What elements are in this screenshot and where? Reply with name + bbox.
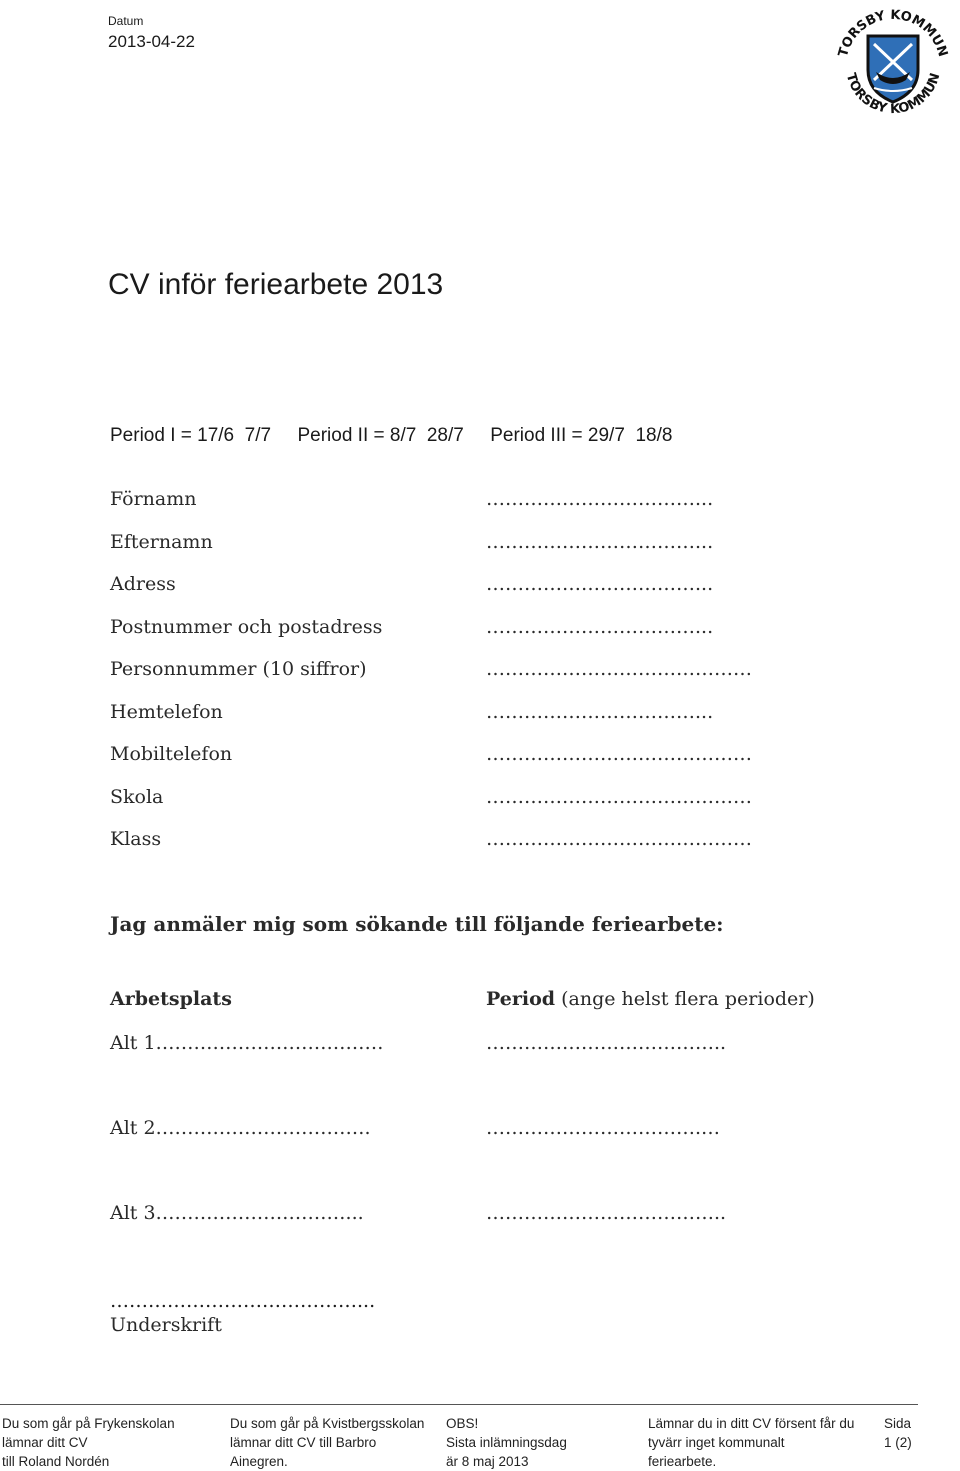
signature-label: Underskrift	[110, 1314, 222, 1336]
footer-text: lämnar ditt CV till Barbro	[230, 1435, 377, 1450]
field-line-efternamn: ……………………………...	[486, 531, 714, 553]
page-number: 1 (2)	[884, 1435, 912, 1450]
field-label-skola: Skola	[110, 786, 164, 808]
footer-col-frykenskolan	[2, 1414, 222, 1471]
footer-text: Ainegren.	[230, 1454, 288, 1469]
date-value: 2013-04-22	[108, 32, 195, 51]
field-line-personnummer: ……………………………………	[486, 658, 752, 680]
col-head-period	[486, 988, 815, 1010]
col-head-workplace: Arbetsplats	[110, 988, 232, 1010]
col-head-period-note: (ange helst flera perioder)	[561, 988, 815, 1010]
alt-2-workplace: Alt 2…………………………….	[110, 1117, 371, 1139]
alt-3-period: ………………………………..	[486, 1202, 727, 1224]
footer-text: till Roland Nordén	[2, 1454, 110, 1469]
footer-text: lämnar ditt CV	[2, 1435, 88, 1450]
field-label-adress: Adress	[110, 573, 176, 595]
footer-text: Du som går på Frykenskolan	[2, 1416, 175, 1431]
field-line-skola: ……………………………………	[486, 786, 752, 808]
footer-text: Sista inlämningsdag	[446, 1435, 567, 1450]
footer-col-kvistbergsskolan	[230, 1414, 442, 1471]
field-label-hemtelefon: Hemtelefon	[110, 701, 223, 723]
footer-text: Du som går på Kvistbergsskolan	[230, 1416, 425, 1431]
footer-text: feriearbete.	[648, 1454, 717, 1469]
footer-text: Lämnar du in ditt CV försent får du	[648, 1416, 855, 1431]
field-label-efternamn: Efternamn	[110, 531, 213, 553]
field-line-fornamn: ……………………………...	[486, 488, 714, 510]
field-line-adress: ……………………………...	[486, 573, 714, 595]
footer-page-info	[884, 1414, 954, 1452]
field-label-mobiltelefon: Mobiltelefon	[110, 743, 233, 765]
field-line-hemtelefon: ……………………………...	[486, 701, 714, 723]
field-label-klass: Klass	[110, 828, 162, 850]
footer-col-obs	[446, 1414, 636, 1471]
logo-text-bottom: TORSBY KOMMUN	[842, 71, 944, 118]
field-line-mobiltelefon: ……………………………………	[486, 743, 752, 765]
field-label-fornamn: Förnamn	[110, 488, 197, 510]
alt-1-period: ………………………………..	[486, 1032, 727, 1054]
field-line-postadress: ……………………………...	[486, 616, 714, 638]
alt-1-workplace: Alt 1………………………………	[110, 1032, 384, 1054]
alt-3-workplace: Alt 3…………………………...	[110, 1202, 364, 1224]
footer-text: tyvärr inget kommunalt	[648, 1435, 785, 1450]
footer-col-late-notice	[648, 1414, 880, 1471]
period-dates: Period I = 17/6 7/7 Period II = 8/7 28/7 Period III = 29/7 18/8	[110, 425, 673, 446]
torsby-kommun-logo	[832, 0, 954, 126]
footer-text: är 8 maj 2013	[446, 1454, 529, 1469]
date-label: Datum	[108, 14, 144, 28]
alt-2-period: …………………………….…	[486, 1117, 721, 1139]
col-head-period-bold: Period	[486, 988, 556, 1010]
application-heading: Jag anmäler mig som sökande till följande feriearbete:	[110, 912, 724, 936]
field-label-postadress: Postnummer och postadress	[110, 616, 383, 638]
footer-divider	[0, 1404, 918, 1405]
field-label-personnummer: Personnummer (10 siffror)	[110, 658, 367, 680]
page-title: CV inför feriearbete 2013	[108, 268, 444, 301]
logo-text-top: TORSBY KOMMUN	[835, 7, 951, 59]
signature-line: …………………………………...	[110, 1290, 376, 1312]
field-line-klass: ……………………………………	[486, 828, 752, 850]
page-label: Sida	[884, 1416, 912, 1431]
footer-text: OBS!	[446, 1416, 479, 1431]
shield-icon	[868, 36, 918, 102]
